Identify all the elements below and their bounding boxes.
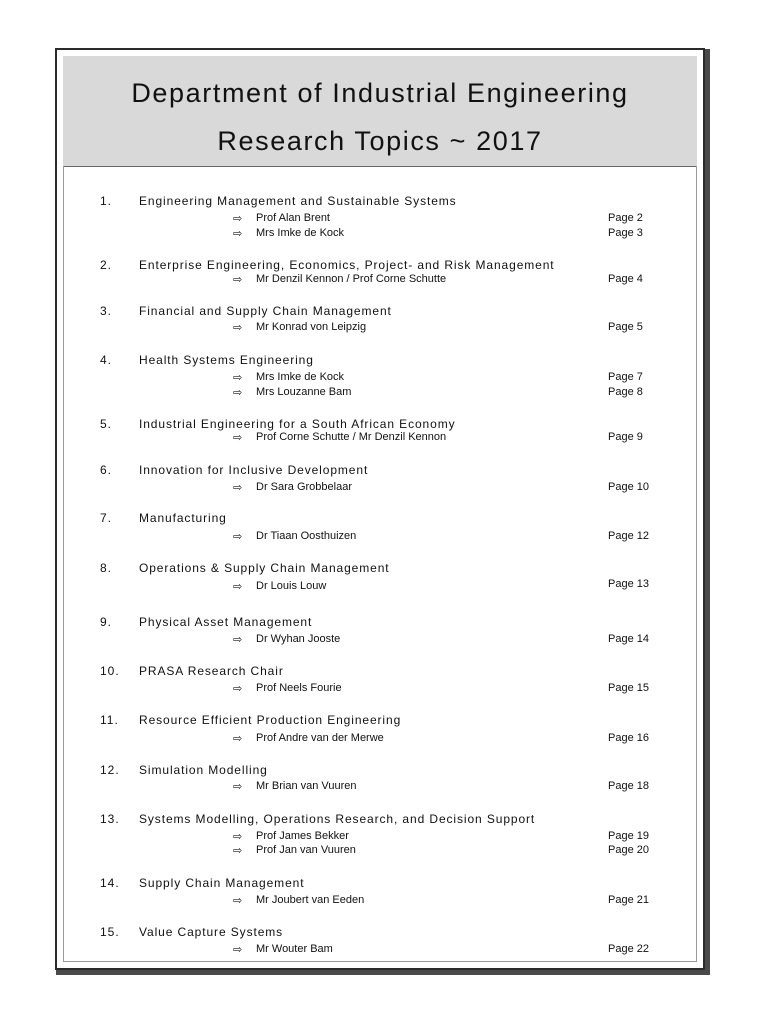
topic-title: Value Capture Systems bbox=[139, 925, 284, 939]
topic-number: 4. bbox=[100, 353, 113, 367]
topic-number: 13. bbox=[100, 812, 120, 826]
arrow-icon: ⇨ bbox=[233, 213, 243, 225]
researcher-name: Mr Joubert van Eeden bbox=[256, 894, 365, 906]
topic-number: 3. bbox=[100, 304, 113, 318]
topic-title: Enterprise Engineering, Economics, Project- and Risk Management bbox=[139, 258, 555, 272]
arrow-icon: ⇨ bbox=[233, 531, 243, 543]
researcher-name: Prof Andre van der Merwe bbox=[256, 732, 384, 744]
topic-title: Resource Efficient Production Engineering bbox=[139, 713, 402, 727]
arrow-icon: ⇨ bbox=[233, 274, 243, 286]
researcher-name: Mrs Imke de Kock bbox=[256, 227, 345, 239]
page-subtitle: Research Topics ~ 2017 bbox=[217, 126, 543, 156]
topic-title: Operations & Supply Chain Management bbox=[139, 561, 390, 575]
researcher-name: Dr Louis Louw bbox=[256, 580, 327, 592]
page-reference: Page 4 bbox=[608, 273, 643, 285]
page-reference: Page 18 bbox=[608, 780, 649, 792]
page-reference: Page 8 bbox=[608, 386, 643, 398]
arrow-icon: ⇨ bbox=[233, 432, 243, 444]
arrow-icon: ⇨ bbox=[233, 372, 243, 384]
topic-title: PRASA Research Chair bbox=[139, 664, 284, 678]
arrow-icon: ⇨ bbox=[233, 634, 243, 646]
researcher-name: Prof James Bekker bbox=[256, 830, 349, 842]
page-reference: Page 2 bbox=[608, 212, 643, 224]
researcher-name: Prof Alan Brent bbox=[256, 212, 330, 224]
topic-title: Simulation Modelling bbox=[139, 763, 268, 777]
researcher-name: Mr Denzil Kennon / Prof Corne Schutte bbox=[256, 273, 447, 285]
arrow-icon: ⇨ bbox=[233, 831, 243, 843]
topic-title: Innovation for Inclusive Development bbox=[139, 463, 369, 477]
arrow-icon: ⇨ bbox=[233, 895, 243, 907]
topic-number: 9. bbox=[100, 615, 113, 629]
researcher-name: Mr Wouter Bam bbox=[256, 943, 333, 955]
topic-number: 11. bbox=[100, 713, 119, 727]
topic-number: 7. bbox=[100, 511, 113, 525]
researcher-name: Dr Tiaan Oosthuizen bbox=[256, 530, 357, 542]
researcher-name: Dr Sara Grobbelaar bbox=[256, 481, 352, 493]
page-reference: Page 12 bbox=[608, 530, 649, 542]
arrow-icon: ⇨ bbox=[233, 733, 243, 745]
page-reference: Page 13 bbox=[608, 578, 649, 590]
researcher-name: Mrs Imke de Kock bbox=[256, 371, 345, 383]
topic-number: 1. bbox=[100, 194, 113, 208]
arrow-icon: ⇨ bbox=[233, 322, 243, 334]
topic-number: 12. bbox=[100, 763, 120, 777]
topic-title: Financial and Supply Chain Management bbox=[139, 304, 392, 318]
researcher-name: Dr Wyhan Jooste bbox=[256, 633, 341, 645]
page-reference: Page 7 bbox=[608, 371, 643, 383]
arrow-icon: ⇨ bbox=[233, 845, 243, 857]
arrow-icon: ⇨ bbox=[233, 944, 243, 956]
topic-title: Supply Chain Management bbox=[139, 876, 305, 890]
page-reference: Page 9 bbox=[608, 431, 643, 443]
page-reference: Page 3 bbox=[608, 227, 643, 239]
topic-number: 8. bbox=[100, 561, 113, 575]
page-title: Department of Industrial Engineering bbox=[131, 78, 629, 108]
topic-title: Physical Asset Management bbox=[139, 615, 313, 629]
topic-number: 2. bbox=[100, 258, 113, 272]
page-reference: Page 14 bbox=[608, 633, 649, 645]
researcher-name: Prof Neels Fourie bbox=[256, 682, 342, 694]
topic-title: Manufacturing bbox=[139, 511, 227, 525]
topic-title: Health Systems Engineering bbox=[139, 353, 314, 367]
page-reference: Page 16 bbox=[608, 732, 649, 744]
researcher-name: Prof Jan van Vuuren bbox=[256, 844, 356, 856]
page-reference: Page 19 bbox=[608, 830, 649, 842]
page-reference: Page 15 bbox=[608, 682, 649, 694]
arrow-icon: ⇨ bbox=[233, 581, 243, 593]
page-reference: Page 20 bbox=[608, 844, 649, 856]
arrow-icon: ⇨ bbox=[233, 683, 243, 695]
topic-number: 15. bbox=[100, 925, 120, 939]
topic-number: 6. bbox=[100, 463, 113, 477]
arrow-icon: ⇨ bbox=[233, 482, 243, 494]
researcher-name: Mr Konrad von Leipzig bbox=[256, 321, 367, 333]
researcher-name: Mr Brian van Vuuren bbox=[256, 780, 357, 792]
topic-number: 10. bbox=[100, 664, 120, 678]
page-reference: Page 10 bbox=[608, 481, 649, 493]
page-reference: Page 5 bbox=[608, 321, 643, 333]
topic-number: 5. bbox=[100, 417, 113, 431]
topic-title: Industrial Engineering for a South African Economy bbox=[139, 417, 456, 431]
page-reference: Page 21 bbox=[608, 894, 649, 906]
arrow-icon: ⇨ bbox=[233, 781, 243, 793]
topic-title: Engineering Management and Sustainable Systems bbox=[139, 194, 457, 208]
researcher-name: Mrs Louzanne Bam bbox=[256, 386, 352, 398]
page-reference: Page 22 bbox=[608, 943, 649, 955]
topic-number: 14. bbox=[100, 876, 120, 890]
arrow-icon: ⇨ bbox=[233, 228, 243, 240]
researcher-name: Prof Corne Schutte / Mr Denzil Kennon bbox=[256, 431, 447, 443]
arrow-icon: ⇨ bbox=[233, 387, 243, 399]
topic-title: Systems Modelling, Operations Research, and Decision Support bbox=[139, 812, 536, 826]
